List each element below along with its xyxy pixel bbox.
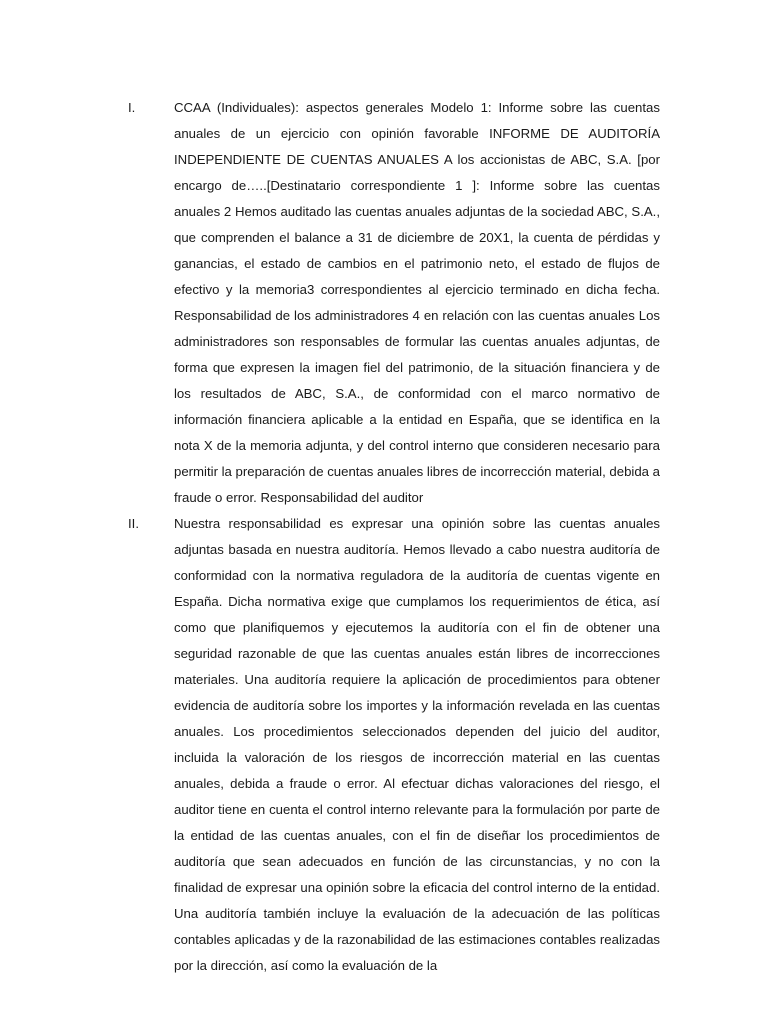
list-item-text: CCAA (Individuales): aspectos generales Modelo 1: Informe sobre las cuentas anuales de un ejercicio con opinión favorable INFORME DE AUDITORÍA INDEPENDIENTE DE CUENTAS ANUALES A los accionistas de ABC, S.A. [por encargo de…..[Destinatario correspondiente 1 ]: Informe sobre las cuentas anuales 2 Hemos auditado las cuentas anuales adjuntas de la sociedad ABC, S.A., que comprenden el balance a 31 de diciembre de 20X1, la cuenta de pérdidas y ganancias, el estado de cambios en el patrimonio neto, el estado de flujos de efectivo y la memoria3 correspondientes al ejercicio terminado en dicha fecha. Responsabilidad de los administradores 4 en relación con las cuentas anuales Los administradores son responsables de formular las cuentas anuales adjuntas, de forma que expresen la imagen fiel del patrimonio, de la situación financiera y de los resultados de ABC, S.A., de conformidad con el marco normativo de información financiera aplicable a la entidad en España, que se identifica en la nota X de la memoria adjunta, y del control interno que consideren necesario para permitir la preparación de cuentas anuales libres de incorrección material, debida a fraude o error. Responsabilidad del auditor xyxy=(174,100,661,505)
list-item xyxy=(128,511,668,979)
list-marker: I. xyxy=(128,100,136,115)
list-item xyxy=(128,95,668,511)
roman-numeral-list xyxy=(128,95,668,979)
list-item-text: Nuestra responsabilidad es expresar una opinión sobre las cuentas anuales adjuntas basada en nuestra auditoría. Hemos llevado a cabo nuestra auditoría de conformidad con la normativa reguladora de la auditoría de cuentas vigente en España. Dicha normativa exige que cumplamos los requerimientos de ética, así como que planifiquemos y ejecutemos la auditoría con el fin de obtener una seguridad razonable de que las cuentas anuales están libres de incorrecciones materiales. Una auditoría requiere la aplicación de procedimientos para obtener evidencia de auditoría sobre los importes y la información revelada en las cuentas anuales. Los procedimientos seleccionados dependen del juicio del auditor, incluida la valoración de los riesgos de incorrección material en las cuentas anuales, debida a fraude o error. Al efectuar dichas valoraciones del riesgo, el auditor tiene en cuenta el control interno relevante para la formulación por parte de la entidad de las cuentas anuales, con el fin de diseñar los procedimientos de auditoría que sean adecuados en función de las circunstancias, y no con la finalidad de expresar una opinión sobre la eficacia del control interno de la entidad. Una auditoría también incluye la evaluación de la adecuación de las políticas contables aplicadas y de la razonabilidad de las estimaciones contables realizadas por la dirección, así como la evaluación de la xyxy=(174,516,660,973)
list-marker: II. xyxy=(128,516,139,531)
